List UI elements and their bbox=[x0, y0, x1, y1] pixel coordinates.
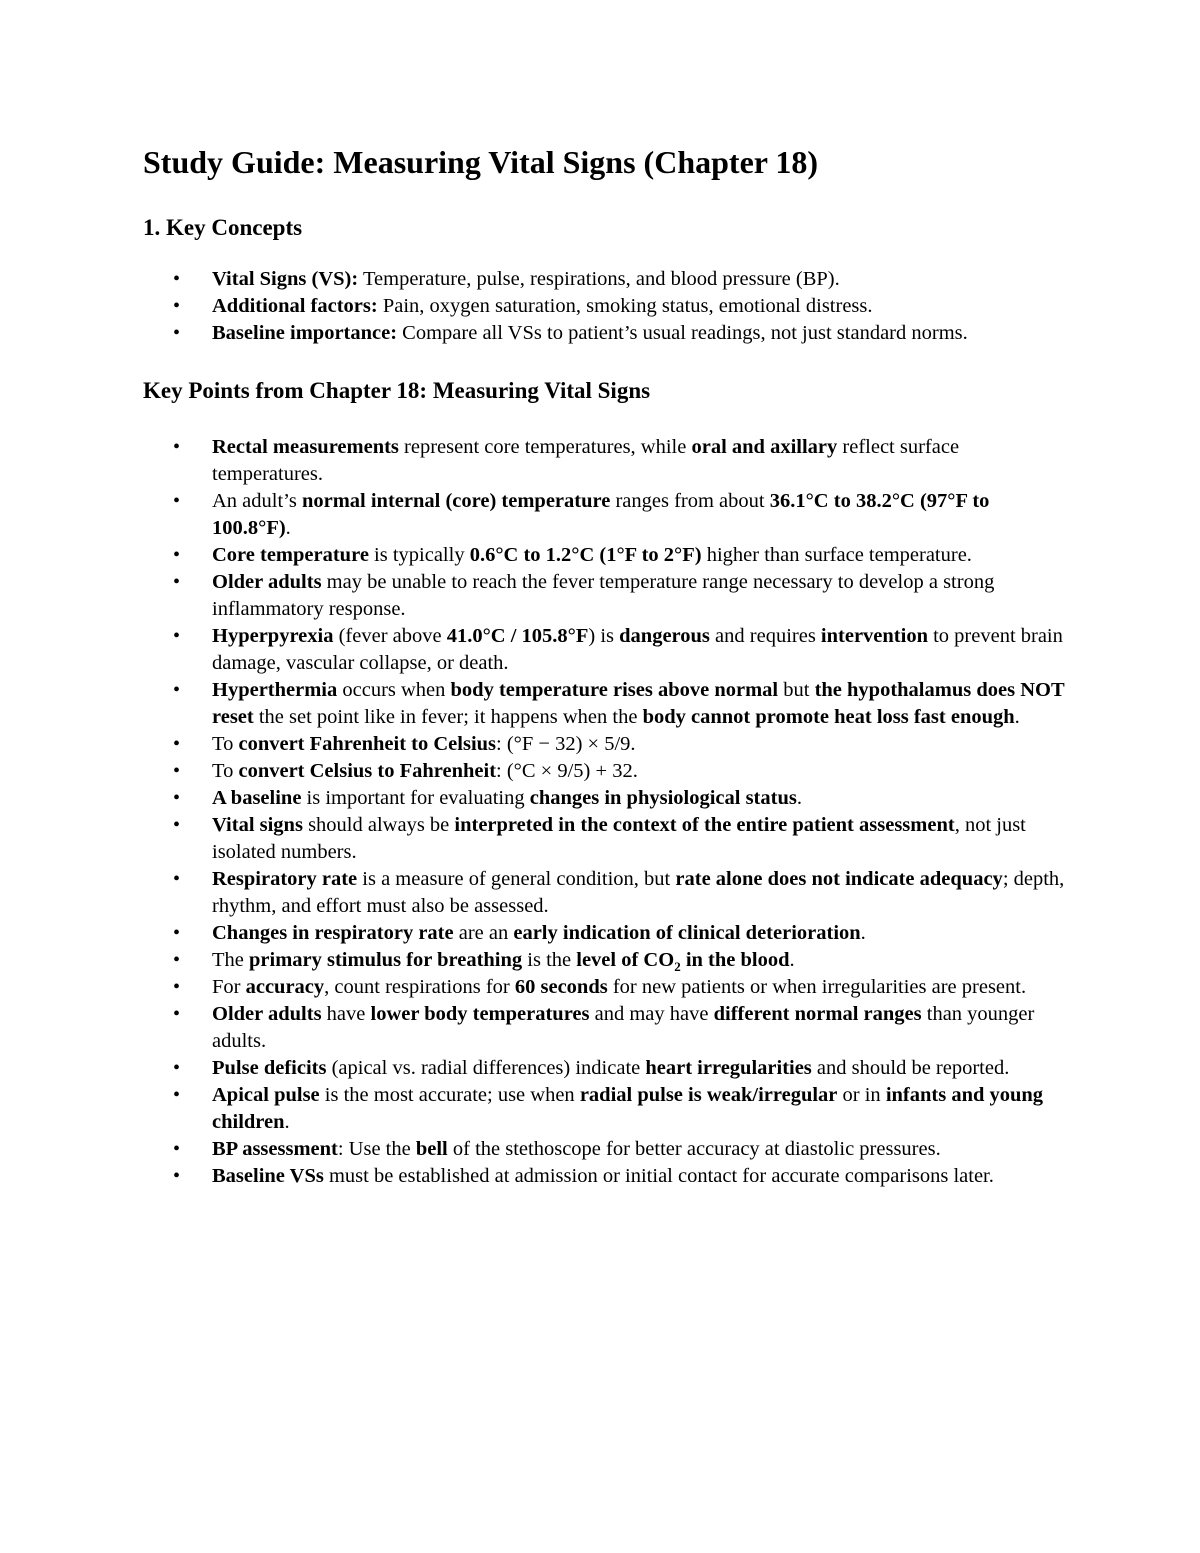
list-item-text: body cannot promote heat loss fast enough bbox=[642, 706, 1015, 728]
list-item-text: heart irregularities bbox=[645, 1057, 812, 1079]
list-item bbox=[143, 1163, 1073, 1190]
list-item bbox=[143, 974, 1073, 1001]
list-item-text: is a measure of general condition, but bbox=[357, 868, 676, 890]
list-item-text: . bbox=[285, 517, 291, 539]
list-item-text: Hyperthermia bbox=[212, 679, 338, 701]
list-item-text: Rectal measurements bbox=[212, 436, 399, 458]
list-item-text: is the bbox=[522, 949, 577, 971]
list-item-text: Pain, oxygen saturation, smoking status, emotional distress. bbox=[377, 295, 873, 317]
list-item-text: rate alone does not indicate adequacy bbox=[675, 868, 1003, 890]
list-item-text: level of CO bbox=[576, 949, 675, 971]
list-item-text: early indication of clinical deterioration bbox=[513, 922, 861, 944]
list-item bbox=[143, 1055, 1073, 1082]
list-item bbox=[143, 920, 1073, 947]
list-item-text: may be unable to reach the fever temperature range necessary to develop a strong inflammatory response. bbox=[212, 571, 995, 620]
list-item-text: but bbox=[778, 679, 815, 701]
list-item-text: ; depth, rhythm, and effort must also be assessed. bbox=[212, 868, 1065, 917]
list-item bbox=[143, 758, 1073, 785]
list-item bbox=[143, 866, 1073, 920]
bullet-icon: • bbox=[173, 814, 181, 836]
subscript-text: 2 bbox=[674, 959, 681, 975]
list-item bbox=[143, 812, 1073, 866]
bullet-icon: • bbox=[173, 571, 181, 593]
list-item-text: Apical pulse bbox=[212, 1084, 320, 1106]
list-item-text: Older adults bbox=[212, 571, 322, 593]
list-item-text: reflect surface temperatures. bbox=[212, 436, 960, 485]
list-item-text: Baseline VSs bbox=[212, 1165, 324, 1187]
list-item-text: Core temperature bbox=[212, 544, 369, 566]
list-item-text: convert Celsius to Fahrenheit bbox=[238, 760, 497, 782]
list-item-text: Changes in respiratory rate bbox=[212, 922, 454, 944]
list-item-text: primary stimulus for breathing bbox=[249, 949, 523, 971]
list-item-text: Baseline importance: bbox=[212, 322, 398, 344]
list-item-text: than younger adults. bbox=[212, 1003, 1035, 1052]
key-concepts-list bbox=[143, 266, 1073, 347]
list-item-text: changes in physiological status bbox=[529, 787, 797, 809]
document-page bbox=[143, 138, 1073, 1190]
list-item-text: , count respirations for bbox=[324, 976, 515, 998]
list-item-text: Vital Signs (VS): bbox=[212, 268, 359, 290]
bullet-icon: • bbox=[173, 922, 181, 944]
list-item-text: oral and axillary bbox=[691, 436, 838, 458]
list-item-text: Compare all VSs to patient’s usual readings, not just standard norms. bbox=[397, 322, 968, 344]
list-item-text: intervention bbox=[820, 625, 928, 647]
list-item-text: ) is bbox=[588, 625, 620, 647]
bullet-icon: • bbox=[173, 544, 181, 566]
list-item bbox=[143, 320, 1073, 347]
list-item bbox=[143, 1001, 1073, 1055]
list-item-text: interpreted in the context of the entire patient assessment bbox=[454, 814, 955, 836]
list-item-text: 41.0°C / 105.8°F bbox=[446, 625, 589, 647]
list-item-text: . bbox=[1014, 706, 1020, 728]
list-item-text: Older adults bbox=[212, 1003, 322, 1025]
list-item-text: normal internal (core) temperature bbox=[301, 490, 611, 512]
bullet-icon: • bbox=[173, 868, 181, 890]
list-item bbox=[143, 293, 1073, 320]
list-item-text: The bbox=[212, 949, 249, 971]
list-item-text: Vital signs bbox=[212, 814, 303, 836]
bullet-icon: • bbox=[173, 625, 181, 647]
list-item bbox=[143, 623, 1073, 677]
list-item-text: , not just isolated numbers. bbox=[212, 814, 1026, 863]
list-item-text: for new patients or when irregularities are present. bbox=[607, 976, 1027, 998]
list-item bbox=[143, 569, 1073, 623]
list-item bbox=[143, 677, 1073, 731]
list-item-text: and should be reported. bbox=[811, 1057, 1010, 1079]
list-item-text: : (°F − 32) × 5/9. bbox=[496, 733, 636, 755]
bullet-icon: • bbox=[173, 787, 181, 809]
list-item-text: infants and young children bbox=[212, 1084, 1044, 1133]
list-item-text: is the most accurate; use when bbox=[319, 1084, 580, 1106]
bullet-icon: • bbox=[173, 268, 181, 290]
list-item-text: of the stethoscope for better accuracy at diastolic pressures. bbox=[447, 1138, 941, 1160]
bullet-icon: • bbox=[173, 1138, 181, 1160]
list-item bbox=[143, 1082, 1073, 1136]
list-item-text: bell bbox=[415, 1138, 448, 1160]
list-item-text: accuracy bbox=[245, 976, 325, 998]
list-item-text: and requires bbox=[709, 625, 821, 647]
list-item-text: dangerous bbox=[619, 625, 710, 647]
bullet-icon: • bbox=[173, 1003, 181, 1025]
list-item-text: the set point like in fever; it happens when the bbox=[253, 706, 643, 728]
list-item-text: BP assessment bbox=[212, 1138, 338, 1160]
list-item-text: to prevent brain damage, vascular collapse, or death. bbox=[212, 625, 1063, 674]
section-heading-key-concepts: 1. Key Concepts bbox=[143, 215, 303, 240]
list-item-text: : (°C × 9/5) + 32. bbox=[496, 760, 638, 782]
list-item-text: and may have bbox=[589, 1003, 714, 1025]
list-item-text: have bbox=[321, 1003, 371, 1025]
list-item bbox=[143, 488, 1073, 542]
list-item bbox=[143, 731, 1073, 758]
key-points-list bbox=[143, 434, 1073, 1190]
list-item-text: Respiratory rate bbox=[212, 868, 358, 890]
list-item-text: different normal ranges bbox=[713, 1003, 922, 1025]
list-item-text: Additional factors: bbox=[212, 295, 378, 317]
list-item bbox=[143, 1136, 1073, 1163]
bullet-icon: • bbox=[173, 490, 181, 512]
list-item-text: occurs when bbox=[337, 679, 451, 701]
list-item-text: should always be bbox=[302, 814, 455, 836]
list-item-text: Pulse deficits bbox=[212, 1057, 327, 1079]
list-item-text: To bbox=[212, 733, 239, 755]
list-item-text: An adult’s bbox=[212, 490, 302, 512]
list-item-text: radial pulse is weak/irregular bbox=[579, 1084, 838, 1106]
list-item-text: lower body temperatures bbox=[370, 1003, 590, 1025]
list-item-text: body temperature rises above normal bbox=[450, 679, 779, 701]
list-item-text: Hyperpyrexia bbox=[212, 625, 334, 647]
list-item-text: convert Fahrenheit to Celsius bbox=[238, 733, 497, 755]
list-item-text: (apical vs. radial differences) indicate bbox=[326, 1057, 646, 1079]
list-item-text: 0.6°C to 1.2°C (1°F to 2°F) bbox=[469, 544, 702, 566]
list-item-text: : Use the bbox=[337, 1138, 416, 1160]
bullet-icon: • bbox=[173, 949, 181, 971]
list-item-text: . bbox=[284, 1111, 290, 1133]
list-item-text: are an bbox=[453, 922, 514, 944]
list-item-text: . bbox=[789, 949, 795, 971]
list-item-text: is typically bbox=[368, 544, 470, 566]
list-item-text: in the blood bbox=[680, 949, 790, 971]
list-item bbox=[143, 542, 1073, 569]
list-item-text: must be established at admission or initial contact for accurate comparisons later. bbox=[323, 1165, 994, 1187]
list-item-text: (fever above bbox=[333, 625, 447, 647]
list-item-text: is important for evaluating bbox=[301, 787, 530, 809]
list-item-text: Temperature, pulse, respirations, and blood pressure (BP). bbox=[358, 268, 840, 290]
bullet-icon: • bbox=[173, 295, 181, 317]
list-item-text: . bbox=[860, 922, 866, 944]
list-item bbox=[143, 947, 1073, 974]
document-title: Study Guide: Measuring Vital Signs (Chapter 18) bbox=[143, 144, 819, 180]
list-item-text: the hypothalamus does NOT reset bbox=[212, 679, 1065, 728]
bullet-icon: • bbox=[173, 760, 181, 782]
bullet-icon: • bbox=[173, 1084, 181, 1106]
section-heading-key-points: Key Points from Chapter 18: Measuring Vital Signs bbox=[143, 378, 651, 403]
list-item bbox=[143, 434, 1073, 488]
list-item-text: For bbox=[212, 976, 246, 998]
bullet-icon: • bbox=[173, 436, 181, 458]
bullet-icon: • bbox=[173, 733, 181, 755]
list-item bbox=[143, 266, 1073, 293]
list-item-text: To bbox=[212, 760, 239, 782]
bullet-icon: • bbox=[173, 1165, 181, 1187]
bullet-icon: • bbox=[173, 322, 181, 344]
list-item-text: ranges from about bbox=[610, 490, 770, 512]
list-item-text: represent core temperatures, while bbox=[398, 436, 692, 458]
list-item-text: A baseline bbox=[212, 787, 302, 809]
list-item-text: 60 seconds bbox=[514, 976, 608, 998]
list-item-text: higher than surface temperature. bbox=[701, 544, 972, 566]
bullet-icon: • bbox=[173, 679, 181, 701]
list-item-text: 36.1°C to 38.2°C (97°F to 100.8°F) bbox=[212, 490, 990, 539]
list-item bbox=[143, 785, 1073, 812]
bullet-icon: • bbox=[173, 1057, 181, 1079]
list-item-text: . bbox=[796, 787, 802, 809]
bullet-icon: • bbox=[173, 976, 181, 998]
list-item-text: or in bbox=[837, 1084, 886, 1106]
